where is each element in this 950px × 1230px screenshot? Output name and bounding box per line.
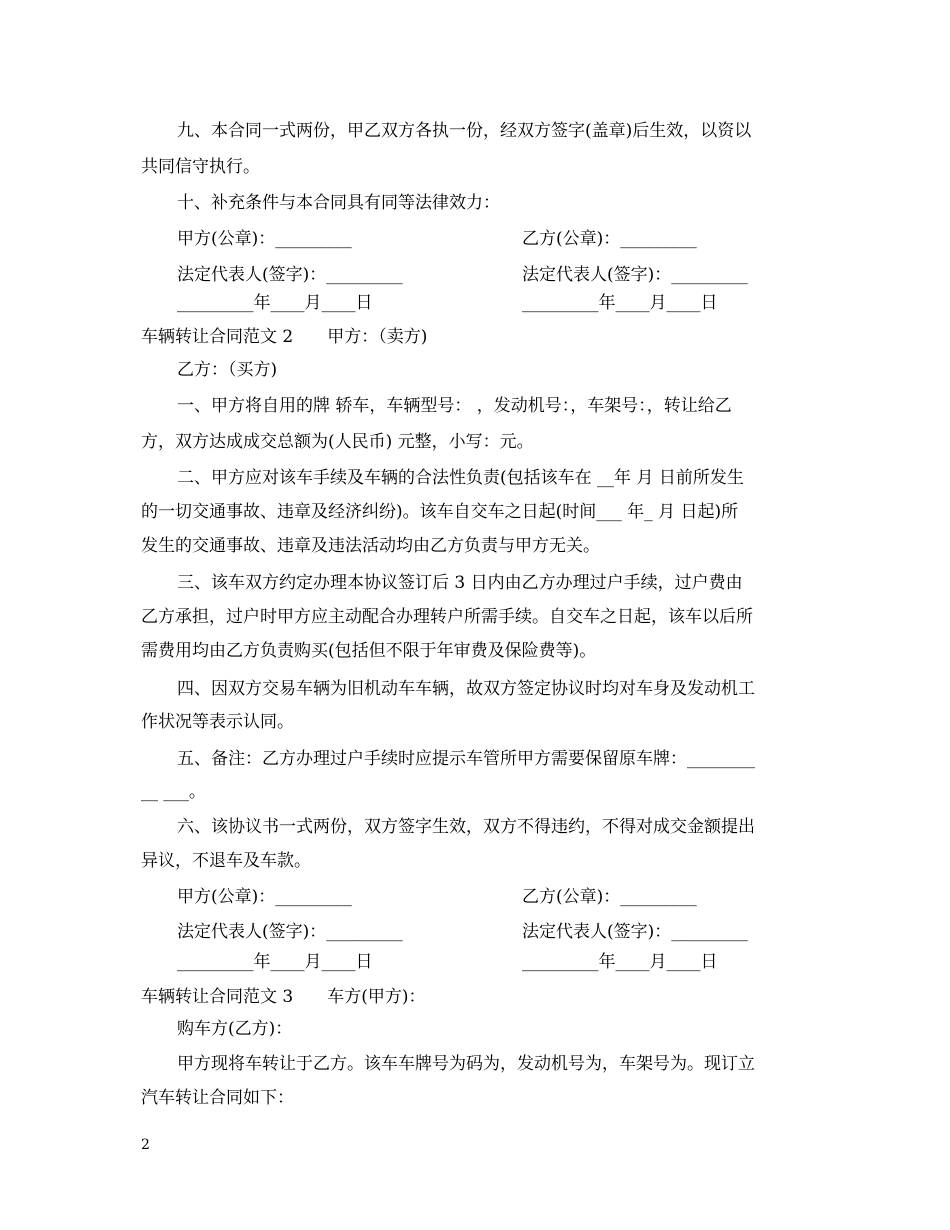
s2-clause-2-line-3: 发生的交通事故、违章及违法活动均由乙方负责与甲方无关。	[141, 536, 600, 556]
section-3-buyer: 购车方(乙方)：	[177, 1019, 293, 1039]
s2-clause-5-line-1: 五、备注：乙方办理过户手续时应提示车管所甲方需要保留原车牌：________	[177, 749, 755, 769]
date-b-2: _________年____月____日	[522, 952, 718, 972]
s2-clause-1-line-2: 方，双方达成成交总额为(人民币) 元整，小写：元。	[141, 432, 534, 452]
s2-clause-6-line-2: 异议，不退车及车款。	[141, 851, 311, 871]
party-b-seal-2: 乙方(公章)：_________	[522, 887, 697, 907]
s2-clause-5-line-2: __ ___。	[141, 782, 206, 802]
legal-rep-a-2: 法定代表人(签字)：_________	[177, 922, 403, 942]
party-a-seal: 甲方(公章)：_________	[177, 229, 352, 249]
party-b-seal: 乙方(公章)：_________	[522, 229, 697, 249]
s2-clause-4-line-2: 作状况等表示认同。	[141, 712, 294, 732]
section-2-party-b: 乙方：（买方)	[177, 360, 278, 380]
section-2-title: 车辆转让合同范文 2 甲方：（卖方)	[141, 327, 428, 347]
date-a: _________年____月____日	[177, 293, 373, 313]
date-b: _________年____月____日	[522, 293, 718, 313]
s2-clause-3-line-1: 三、该车双方约定办理本协议签订后 3 日内由乙方办理过户手续，过户费由	[177, 573, 743, 593]
s3-clause-1-line-1: 甲方现将车转让于乙方。该车车牌号为码为，发动机号为，车架号为。现订立	[177, 1054, 755, 1074]
date-a-2: _________年____月____日	[177, 952, 373, 972]
s2-clause-3-line-3: 需费用均由乙方负责购买(包括但不限于年审费及保险费等)。	[141, 641, 597, 661]
clause-9-line-2: 共同信守执行。	[141, 157, 260, 177]
legal-rep-b: 法定代表人(签字)：_________	[522, 265, 748, 285]
legal-rep-b-2: 法定代表人(签字)：_________	[522, 922, 748, 942]
s2-clause-6-line-1: 六、该协议书一式两份，双方签字生效，双方不得违约，不得对成交金额提出	[177, 817, 755, 837]
page-number: 2	[141, 1137, 150, 1153]
s3-clause-1-line-2: 汽车转让合同如下：	[141, 1088, 294, 1108]
s2-clause-2-line-2: 的一切交通事故、违章及经济纠纷)。该车自交车之日起(时间___ 年_ 月 日起)所	[141, 502, 739, 522]
clause-10: 十、补充条件与本合同具有同等法律效力：	[177, 193, 500, 213]
party-a-seal-2: 甲方(公章)：_________	[177, 887, 352, 907]
s2-clause-4-line-1: 四、因双方交易车辆为旧机动车车辆，故双方签定协议时均对车身及发动机工	[177, 679, 755, 699]
section-3-title: 车辆转让合同范文 3 车方(甲方)：	[141, 987, 426, 1007]
s2-clause-2-line-1: 二、甲方应对该车手续及车辆的合法性负责(包括该车在 __年 月 日前所发生	[177, 468, 744, 488]
s2-clause-1-line-1: 一、甲方将自用的牌 轿车，车辆型号： ，发动机号：，车架号：，转让给乙	[177, 396, 732, 416]
s2-clause-3-line-2: 乙方承担，过户时甲方应主动配合办理转户所需手续。自交车之日起，该车以后所	[141, 607, 753, 627]
clause-9-line-1: 九、本合同一式两份，甲乙双方各执一份，经双方签字(盖章)后生效，以资以	[177, 121, 752, 141]
legal-rep-a: 法定代表人(签字)：_________	[177, 265, 403, 285]
